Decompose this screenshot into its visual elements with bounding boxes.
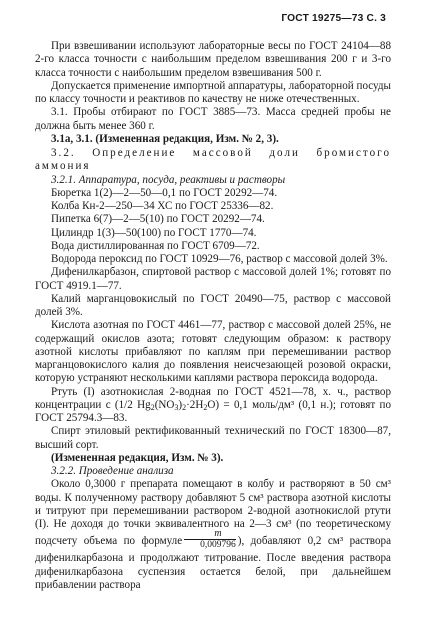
body-text xyxy=(35,40,391,592)
reagent-item: Калий марганцовокислый по ГОСТ 20490—75, раствор с массовой долей 3%. xyxy=(35,292,391,318)
reagent-item: Вода дистиллированная по ГОСТ 6709—72. xyxy=(51,239,260,252)
subscript: 2 xyxy=(182,402,187,412)
equipment-item: Цилиндр 1(3)—50(100) по ГОСТ 1770—74. xyxy=(51,226,257,239)
mercury-text-2: (NO xyxy=(154,398,175,411)
fraction-numerator: m xyxy=(184,529,236,540)
subsection-heading: 3.2.1. Аппаратура, посуда, реактивы и растворы xyxy=(51,173,286,186)
mercury-text-4: ·2H xyxy=(186,398,204,411)
analysis-text-2: ), добавляют 0,2 см³ раствора дифенилкарбазона и продолжают титрование. После введения раствора дифенилкарбазона суспензия остается белой, при дальнейшем прибавлении раствора xyxy=(35,535,391,591)
mercury-text-1: Ртуть (I) азотнокислая 2-водная по ГОСТ 4521—78, х. ч., раствор концентрации с (1/2 Hg xyxy=(35,385,391,411)
reagent-item: Спирт этиловый ректификованный технический по ГОСТ 18300—87, высший сорт. xyxy=(35,425,391,451)
paragraph: Допускается применение импортной аппаратуры, лабораторной посуды по классу точности и реактивов по качеству не ниже отечественных. xyxy=(35,79,391,105)
equipment-item: Колба Кн-2—250—34 ХС по ГОСТ 25336—82. xyxy=(51,200,274,212)
page-header: ГОСТ 19275—73 С. 3 xyxy=(281,13,386,24)
equipment-item: Пипетка 6(7)—2—5(10) по ГОСТ 20292—74. xyxy=(51,213,265,226)
reagent-item: Дифенилкарбазон, спиртовой раствор с массовой долей 1%; готовят по ГОСТ 4919.1—77. xyxy=(35,266,391,292)
reagent-item xyxy=(35,386,391,426)
equipment-item: Бюретка 1(2)—2—50—0,1 по ГОСТ 20292—74. xyxy=(51,186,278,199)
paragraph: 3.1. Пробы отбирают по ГОСТ 3885—73. Масса средней пробы не должна быть менее 360 г. xyxy=(35,106,391,132)
mercury-text-3: ) xyxy=(178,398,183,411)
subscript: 2 xyxy=(150,402,155,412)
subsection-heading: 3.2.2. Проведение анализа xyxy=(51,465,174,477)
formula-fraction xyxy=(184,529,236,550)
amendment-note: 3.1а, 3.1. (Измененная редакция, Изм. № 2, 3). xyxy=(51,132,279,145)
paragraph: При взвешивании используют лабораторные весы по ГОСТ 24104—88 2-го класса точности с наибольшим пределом взвешивания 200 г и 3-го класса точности с наибольшим пределом взвешивания 500 г. xyxy=(35,40,391,79)
subscript: 2 xyxy=(203,402,208,412)
mercury-text-5: O) = 0,1 моль/дм³ (0,1 н.); готовят по ГОСТ 25794.3—83. xyxy=(35,398,392,424)
fraction-denominator: 0,009796 xyxy=(200,540,236,551)
subscript: 3 xyxy=(174,402,179,412)
section-heading: 3.2. Определение массовой доли бромистого аммония xyxy=(35,147,391,173)
reagent-item: Водорода пероксид по ГОСТ 10929—76, раствор с массовой долей 3%. xyxy=(51,253,388,265)
analysis-paragraph xyxy=(35,478,391,592)
analysis-text-1: Около 0,3000 г препарата помещают в колбу и растворяют в 50 см³ воды. К полученному раствору добавляют 5 см³ раствора азотной кислоты и титруют при перемешивании раствором 2-водной азотнокислой ртути (I). Не доходя до точки эквивалентного на 2—3 см³ (по теоретическому подсчету объема по формуле xyxy=(35,478,391,548)
amendment-note: (Измененная редакция, Изм. № 3). xyxy=(51,451,224,464)
reagent-item: Кислота азотная по ГОСТ 4461—77, раствор с массовой долей 25%, не содержащий окислов азота; готовят следующим образом: к раствору азотной кислоты прибавляют по каплям при перемешивании раствор марганцовокислого калия до появления неисчезающей розовой окраски, которую устраняют несколькими каплями раствора пероксида водорода. xyxy=(35,319,391,385)
